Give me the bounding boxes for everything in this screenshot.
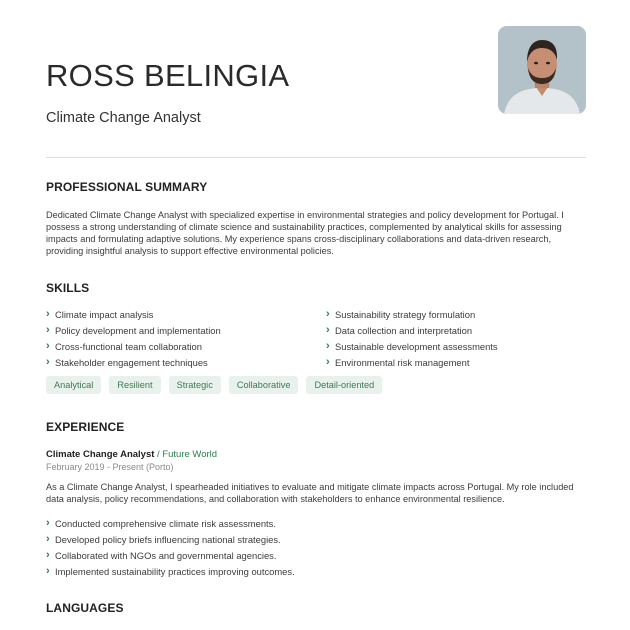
experience-description: As a Climate Change Analyst, I spearheaded initiatives to evaluate and mitigate climate impacts across Portugal. My role included data analysis, policy recommendations, and collaboration with stakeholders to enhance environmental resilience. <box>46 482 574 504</box>
experience-company: Future World <box>162 449 218 460</box>
skill-item: › Stakeholder engagement techniques <box>46 357 326 369</box>
skill-item: › Sustainability strategy formulation <box>326 309 586 321</box>
experience-role: Climate Change Analyst <box>46 449 155 460</box>
skill-item: › Sustainable development assessments <box>326 341 586 353</box>
profile-photo <box>498 26 586 114</box>
languages-section-title: LANGUAGES <box>46 601 124 615</box>
experience-bullets <box>46 518 295 578</box>
experience-separator: / <box>157 449 160 460</box>
trait-tag: Resilient <box>109 376 160 394</box>
skill-item: › Climate impact analysis <box>46 309 326 321</box>
skill-item: › Data collection and interpretation <box>326 325 586 337</box>
experience-section-title: EXPERIENCE <box>46 420 125 434</box>
summary-section-title: PROFESSIONAL SUMMARY <box>46 180 208 194</box>
experience-bullet: › Collaborated with NGOs and governmental agencies. <box>46 550 295 562</box>
experience-bullet: › Developed policy briefs influencing national strategies. <box>46 534 295 546</box>
skills-section-title: SKILLS <box>46 281 90 295</box>
skill-item: › Cross-functional team collaboration <box>46 341 326 353</box>
experience-bullet: › Conducted comprehensive climate risk assessments. <box>46 518 295 530</box>
experience-dates: February 2019 - Present (Porto) <box>46 462 174 472</box>
skill-item: › Policy development and implementation <box>46 325 326 337</box>
trait-tag: Collaborative <box>229 376 299 394</box>
skill-item: › Environmental risk management <box>326 357 586 369</box>
candidate-name: ROSS BELINGIA <box>46 58 290 93</box>
trait-tag: Strategic <box>169 376 221 394</box>
trait-tag: Analytical <box>46 376 101 394</box>
trait-tag: Detail-oriented <box>306 376 382 394</box>
candidate-job-title: Climate Change Analyst <box>46 110 201 126</box>
resume-header <box>46 0 586 158</box>
skills-list <box>46 309 586 369</box>
experience-bullet: › Implemented sustainability practices improving outcomes. <box>46 566 295 578</box>
trait-tags <box>46 376 382 394</box>
summary-text: Dedicated Climate Change Analyst with specialized expertise in environmental strategies and policy development for Portugal. I possess a strong understanding of climate science and sustainability practices, complemented by analytical skills for assessing impacts and formulating adaptive solutions. My experience spans cross-disciplinary collaborations and data-driven research, providing insightful analysis to support effective environmental policies. <box>46 210 564 256</box>
experience-heading <box>46 449 217 461</box>
